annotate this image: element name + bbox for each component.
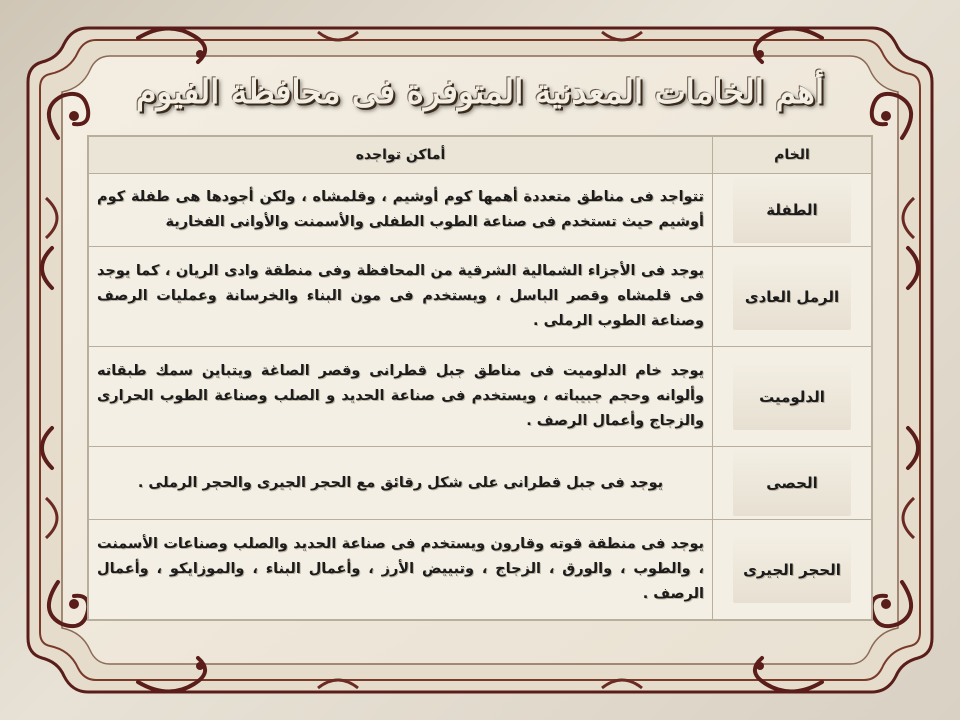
ore-name: الطفلة	[733, 177, 851, 243]
ore-name: الحجر الجيرى	[733, 537, 851, 603]
table-header-row	[89, 137, 872, 174]
ores-table	[88, 136, 872, 620]
ore-name: الرمل العادى	[733, 264, 851, 330]
ore-cell	[713, 174, 872, 247]
locations-cell: يوجد فى منطقة قوته وقارون ويستخدم فى صناعة الحديد والصلب وصناعات الأسمنت ، والطوب ، والورق ، الزجاج ، وتبييض الأرز ، وأعمال البناء ، والموزايكو ، وأعمال الرصف .	[89, 520, 713, 620]
locations-cell: يوجد فى الأجزاء الشمالية الشرقية من المحافظة وفى منطقة وادى الريان ، كما يوجد فى قلمشاه وقصر الباسل ، ويستخدم فى مون البناء والخرسانة وعمليات الرصف وصناعة الطوب الرملى .	[89, 247, 713, 347]
locations-cell: يوجد خام الدلوميت فى مناطق جبل قطرانى وقصر الصاغة ويتباين سمك طبقاته وألوانه وحجم جبيباته ، ويستخدم فى صناعة الحديد و الصلب وصناعة الطوب الحرارى والزجاج وأعمال الرصف .	[89, 347, 713, 447]
table-row	[89, 174, 872, 247]
locations-cell: يوجد فى جبل قطرانى على شكل رقائق مع الحجر الجيرى والحجر الرملى .	[89, 447, 713, 520]
locations-cell: تتواجد فى مناطق متعددة أهمها كوم أوشيم ، وقلمشاه ، ولكن أجودها هى طفلة كوم أوشيم حيث تستخدم فى صناعة الطوب الطفلى والأسمنت والأوانى الفخارية	[89, 174, 713, 247]
ore-name: الحصى	[733, 450, 851, 516]
ore-cell	[713, 347, 872, 447]
page-title: أهم الخامات المعدنية المتوفرة فى محافظة الفيوم	[135, 72, 824, 111]
ore-cell	[713, 247, 872, 347]
table-row	[89, 347, 872, 447]
ore-cell	[713, 520, 872, 620]
header-ore: الخام	[713, 137, 872, 174]
ore-cell	[713, 447, 872, 520]
ore-name: الدلوميت	[733, 364, 851, 430]
table-row	[89, 247, 872, 347]
table-row	[89, 447, 872, 520]
header-locations: أماكن تواجده	[89, 137, 713, 174]
table-row	[89, 520, 872, 620]
